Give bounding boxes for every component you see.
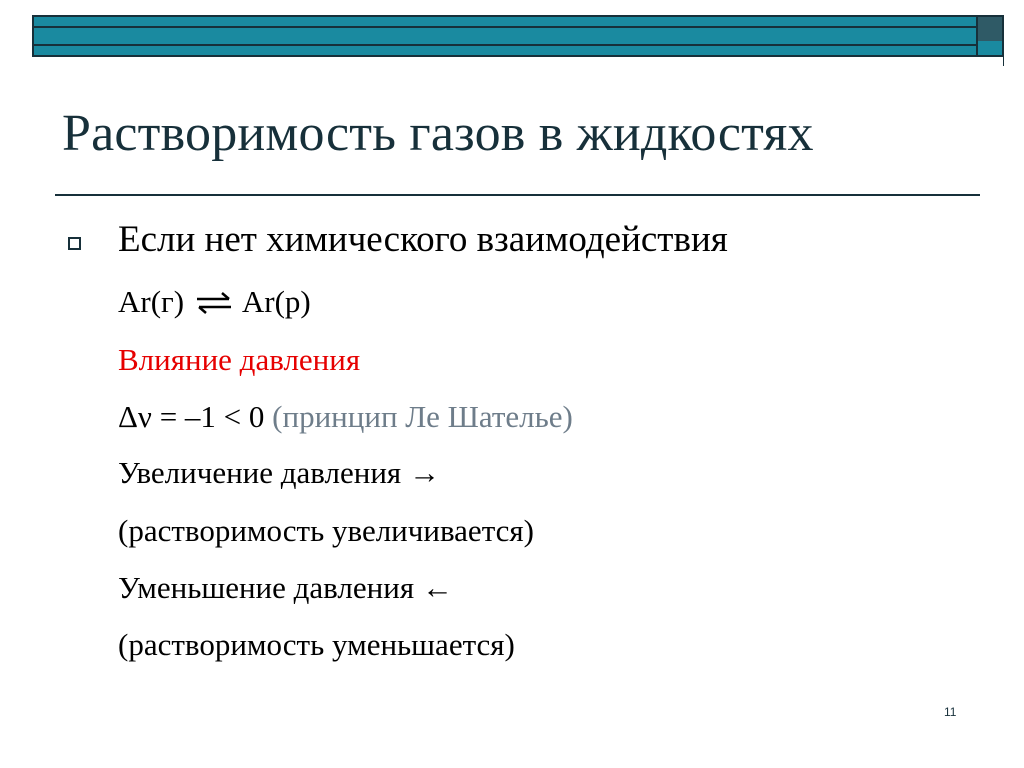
slide-title: Растворимость газов в жидкостях xyxy=(62,105,814,162)
delta-expression: Δν = –1 < 0 xyxy=(118,399,265,434)
equilibrium-left: Ar(г) xyxy=(118,284,185,319)
decrease-result-line: (растворимость уменьшается) xyxy=(118,627,515,662)
title-divider xyxy=(55,194,980,196)
square-bullet-icon xyxy=(68,237,81,250)
page-number: 11 xyxy=(944,705,957,719)
equilibrium-arrows-icon xyxy=(194,291,234,315)
header-corner-line xyxy=(1003,57,1004,66)
bullet-text: Если нет химического взаимодействия xyxy=(118,219,728,260)
decrease-pressure-line: Уменьшение давления ← xyxy=(118,570,453,605)
le-chatelier-note: (принцип Ле Шателье) xyxy=(272,399,573,434)
pressure-heading: Влияние давления xyxy=(118,342,361,377)
equilibrium-line xyxy=(118,284,311,320)
header-corner-block xyxy=(978,15,1004,57)
header-corner-bottom xyxy=(978,41,1002,55)
equilibrium-right: Ar(р) xyxy=(241,284,311,319)
increase-result-line: (растворимость увеличивается) xyxy=(118,513,534,548)
header-decoration-bar xyxy=(32,15,978,57)
delta-line xyxy=(118,399,573,435)
increase-pressure-line: Увеличение давления → xyxy=(118,455,440,490)
header-corner-top xyxy=(978,17,1002,41)
